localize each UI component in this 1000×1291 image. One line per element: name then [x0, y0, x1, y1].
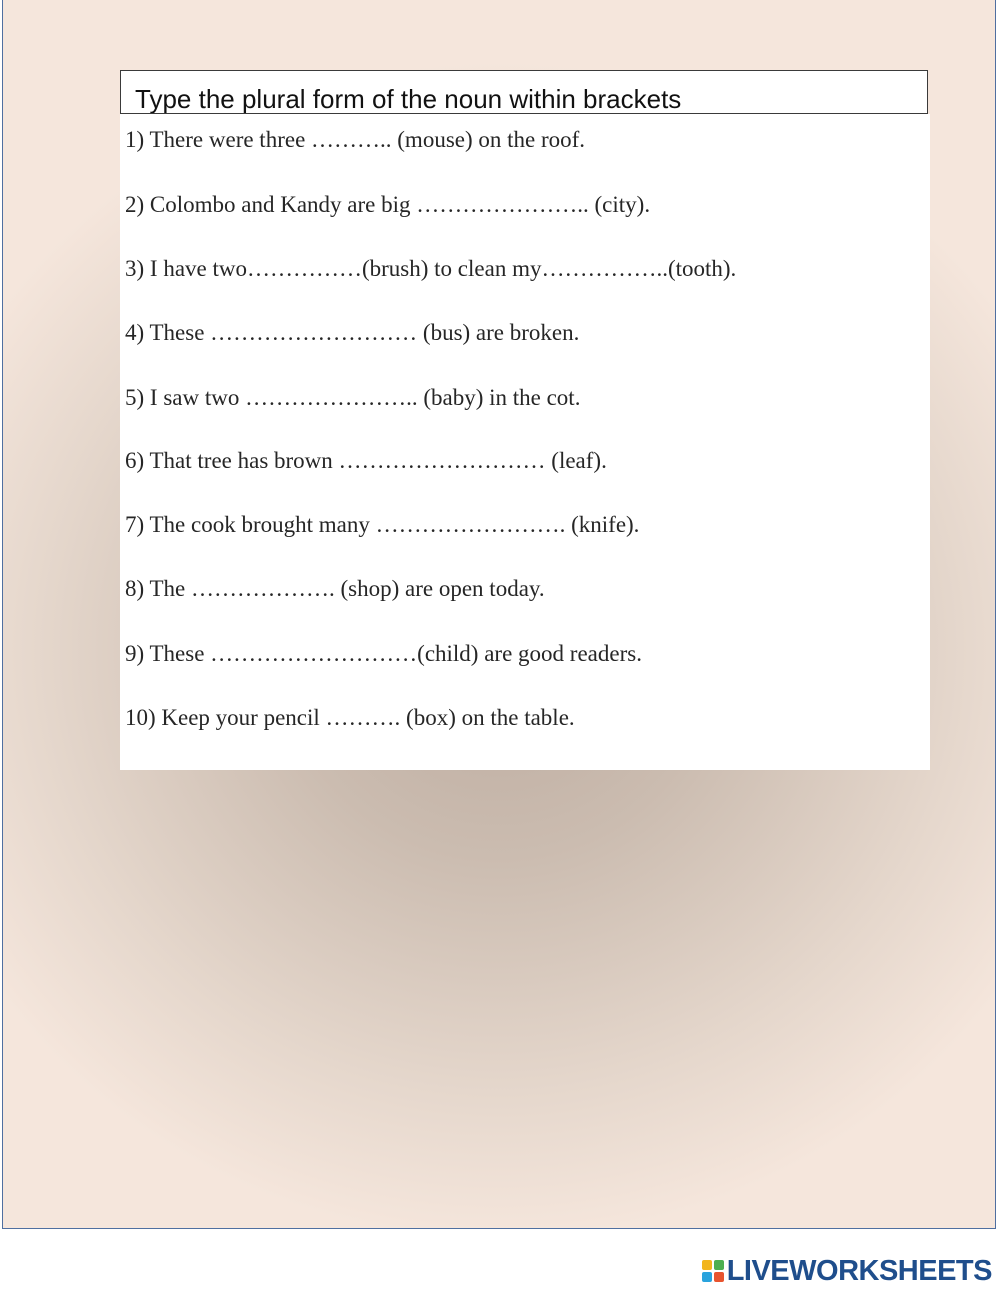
question-1: 1) There were three ……….. (mouse) on the roof.	[125, 127, 586, 152]
worksheet-page	[2, 0, 996, 1229]
question-panel	[120, 114, 930, 770]
instruction-text: Type the plural form of the noun within brackets	[135, 84, 682, 114]
logo-text: LIVEWORKSHEETS	[726, 1254, 992, 1287]
question-2: 2) Colombo and Kandy are big ………………….. (city).	[125, 192, 651, 217]
logo-mark-square	[714, 1272, 724, 1282]
question-3: 3) I have two……………(brush) to clean my……………..(tooth).	[125, 256, 737, 281]
question-4: 4) These ……………………… (bus) are broken.	[125, 320, 580, 345]
question-6: 6) That tree has brown ……………………… (leaf).	[125, 448, 607, 473]
question-5: 5) I saw two ………………….. (baby) in the cot.	[125, 385, 581, 410]
question-8: 8) The ………………. (shop) are open today.	[125, 576, 545, 601]
logo-mark-icon	[702, 1260, 724, 1282]
logo-mark-square	[702, 1272, 712, 1282]
logo-mark-square	[714, 1260, 724, 1270]
instruction-box	[120, 70, 928, 114]
logo-mark-square	[702, 1260, 712, 1270]
question-9: 9) These ………………………(child) are good readers.	[125, 641, 642, 666]
question-7: 7) The cook brought many ……………………. (knife).	[125, 512, 640, 537]
question-10: 10) Keep your pencil ………. (box) on the table.	[125, 705, 575, 730]
liveworksheets-logo	[702, 1256, 992, 1286]
